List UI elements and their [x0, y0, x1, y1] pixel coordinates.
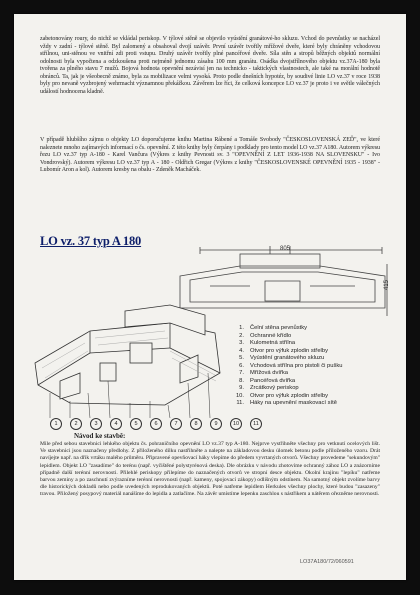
parts-legend [232, 325, 392, 408]
callout-1: 1 [50, 418, 62, 430]
callout-11: 11 [250, 418, 262, 430]
legend-item: 7. Mřížová dvířka [239, 370, 289, 377]
callout-2: 2 [70, 418, 82, 430]
references-paragraph: V případě hlubšího zájmu o objekty LO doporučujeme knihu Martina Rábené a Tomáše Svobody "ČESKOSLOVENSKÁ ZEĎ", ve které naleznete mnoho zajímavých informací o čs. opevnění. Z této knihy byly čerpány i podklady pro tento model LO vz.37 A180. Autorem výkresu řezu LO vz.37 typ A-180 - Karel Vančura (Výkres z knihy Pevnosti sv. 3 "OPEVNĚNÍ Z LET 1936-1938 NA SLOVENSKU" - Ivo Vondrovský). Autorem výkresu LO vz.37 typ A - 180 - Oldřich Gregar (Výkres z knihy "ČESKOSLOVENSKÉ OPEVNĚNÍ 1935 - 1938" - Lubomír Aron a kol). Autorem kresby na obalu - Zdeněk Macháček. [40, 137, 380, 173]
legend-item: 6. Vchodová střílna pro pistoli či pušku [239, 362, 343, 369]
dimension-415: 415 [384, 279, 391, 291]
callout-6: 6 [150, 418, 162, 430]
document-code: LO37A180/72/060591 [300, 559, 354, 565]
legend-item: 3. Kulometná střílna [239, 340, 296, 347]
legend-item: 9. Zrcátkový periskop [239, 385, 299, 392]
callout-10: 10 [230, 418, 242, 430]
dimension-805: 805 [280, 246, 291, 252]
legend-item: 8. Pancéřová dvířka [239, 377, 296, 384]
callout-3: 3 [90, 418, 102, 430]
callout-8: 8 [190, 418, 202, 430]
callout-5: 5 [130, 418, 142, 430]
legend-item: 2. Ochranné křídlo [239, 332, 292, 339]
instructions-paragraph: Mile před sebou stavebnici lehkého objektu čs. pohraničního opevnění LO vz.37 typ A-180. Nejprve vystřihněte všechny pro vetknutí ocelových lišt. Ve stavebnici jsou naznačeny předlohy. Z přiloženého dílku nastřihněte a nalepte na základovou desku úlomek betonu podle přiloženého vzoru. Drát navíjejte např. na dřík vrtáku malého průměru. Připravené opevňovací háky vlepíme do předem vyvrtaných otvorů. Všechny provedeme "sekundovým" lepidlem. Objekt LO "zasadíme" do terénu (např. vyčištěné polystyrénová deska). Dle obrázku v návodu zhotovíme ochranný zához LO a znázorníme případně další terénní nerovnosti. Přilehlé periskopy přilepíme do naznačených otvorů ve stropní desce objektu. Okolní krajinu "lepíku" natřeme barvou zeminy a po zaschnutí zvýrazníme terénní nerovnosti (např. kameny, spojovací zákopy) odlišným odstínem. Na samotný objekt zvolíme barvy dle historických dokladů nebo podle uvedených reprodukovaných objektů. Poté natřeme lepidlem Herkules všechny plochy, které budou "zasazeny" travou. Přiložený posypový materiál nanášíme do lepidla a zatlačíme. Na závěr umístíme lepenku zaschlou s nástřikem a nátěrem ořezněme nerovnosti. [40, 441, 380, 498]
legend-item: 1. Čelní stěna pevnůstky [239, 325, 308, 331]
callout-9: 9 [210, 418, 222, 430]
legend-item: 5. Vyústění granátového skluzu [239, 355, 325, 362]
callout-4: 4 [110, 418, 122, 430]
callout-7: 7 [170, 418, 182, 430]
intro-paragraph: zabetonovány roury, do nichž se vkládal periskop. V týlové stěně se objevilo vyústění granátové-ho skluzu. Vchod do pevnůstky se nacházel vždy v zadní - týlové stěně. Byl zalomený a obsahoval dvojí uzávěr. První uzávěr tvořily mřížové dveře, které byly chráněny vchodovou střílnou, uni-stěnou ve vnitřní zdi proti vstupu. Druhý uzávěr tvořily plné pancéřové dveře. Síla stěn a stropů běžných objektů normální odolnosti byla vypočtena a odzkoušena proti nejméně jednomu zásahu 100 mm granátu. Osádka dvojstřílnového objektu vz.37A-180 byla tvořena za plného stavu 7 mužů. Bojová hodnota opevnění nezávisí jen na technicko - taktických vlastnostech, ale také na morální hodnotě obránců. Ta, jak je všeobecně známo, byla za mobilizace velmi vysoká. Proto podle dnešních hypotéz, by soudivé linie LO vz.37 v roce 1938 byly pro nevaně vyzbrojený wehrmacht významnou překážkou. Závěrem lze říci, že celková koncepce LO vz.37 je proto i ve světle válečných událostí hodnocena kladně. [40, 36, 380, 95]
legend-item: 10. Otvor pro výfuk zplodin střelby [235, 392, 328, 399]
instructions-title: Návod ke stavbě: [74, 432, 126, 440]
legend-item: 4. Otvor pro výfuk zplodin střelby [239, 347, 328, 354]
legend-item: 11. Háky na upevnění maskovací sítě [236, 400, 337, 407]
page-title: LO vz. 37 typ A 180 [40, 234, 142, 248]
bunker-isometric-drawing [30, 293, 235, 418]
